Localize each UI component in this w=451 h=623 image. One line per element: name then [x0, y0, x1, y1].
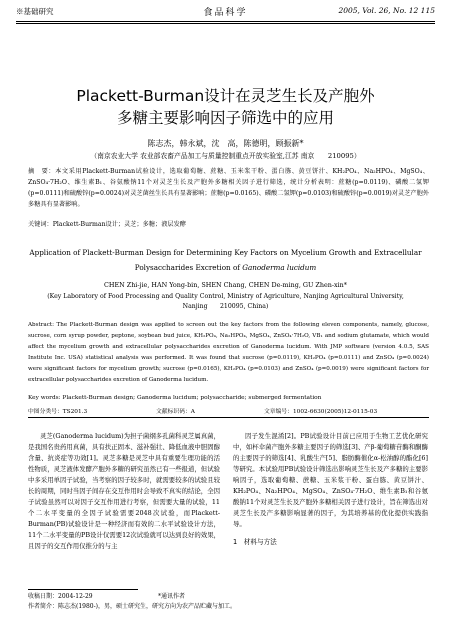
footnote-author: 作者简介：陈志杰(1980-)，男，硕士研究生，研究方向为农产品贮藏与加工。 [28, 603, 236, 610]
running-header [16, 6, 435, 20]
keywords-cn: 关键词：Plackett-Burman设计；灵芝；多糖；液层发酵 [28, 221, 186, 228]
document-code: 文献标识码：A [156, 409, 195, 415]
footnote-received [28, 591, 186, 600]
footnote-corresponding: *通讯作者 [158, 593, 186, 600]
title-en-line2 [10, 260, 441, 275]
affiliation-en-line1: (Key Laboratory of Food Processing and Quality Control, Ministry of Agriculture, Nanjing Agricultural University, [47, 293, 404, 300]
title-cn-line1: Plackett-Burman设计在灵芝生长及产胞外 [76, 87, 375, 105]
section-heading: 1 材料与方法 [233, 538, 277, 546]
body-column-left: 灵芝(Ganoderma lucidum)为担子菌纲多孔菌科灵芝属真菌，是我国名贵药用真菌，具有扶正固本、滋补强壮、降低血液中胆固醇含量、抗炎症等功效[1]。灵芝多糖是灵芝中具有重要生理功能的活性物质，灵芝液体发酵产胞外多糖的研究虽然已有一些报道，但试验中多采用单因子试验，当考察的因子较多时，就需要较多的试验且较长的周期，同时当因子间存在交互作用时会导致不真实的结论，全因子试验虽然可以对因子交互作用进行考察，但需要大量的试验，11个二水平变量的全因子试验需要2048次试验，而Plackett-Burman(PB)试验设计是一种经济而有效的二水平试验设计方法，11个二水平变量的PB设计仅需要12次试验就可以达到良好的效果，且因子的交互作用仅推分的与主 [28, 432, 220, 550]
header-rule [16, 21, 435, 22]
title-cn [10, 85, 441, 129]
title-en-species: Ganoderma lucidum [242, 263, 317, 272]
affiliation-en-line2: Nanjing 210095, China) [182, 303, 269, 310]
article-number: 文章编号：1002-6630(2005)12-0115-03 [264, 409, 378, 415]
header-section: ※基础研究 [16, 7, 54, 16]
abstract-en: Abstract: The Plackett-Burman design was applied to screen out the key factors from the following eleven components, namely, glucose, sucrose, corn syrup powder, peptone, soybean bud juice, KH₂PO₄, Na₂HPO₄, MgSO₄, ZnSO₄·7H₂O, VB₁ and sodium glutamate, which would affect the mycelium growth and extracellular polysaccharides excretion of Ganoderma lucidum. With JMP software (version 4.0.5, SAS Institute Inc. USA) statistical analysis was performed. It was found that sucrose (p=0.0119), KH₂PO₄ (p=0.0111) and ZnSO₄ (p=0.0024) were significant factors for mycelium growth; sucrose (p=0.0165), KH₂PO₄ (p=0.0103) and ZnSO₄ (p=0.0019) were significant factors for extracellular polysaccharides excretion of Ganoderma lucidum. [28, 322, 429, 383]
affiliation-cn: （南京农业大学 农业部农畜产品加工与质量控制重点开放实验室,江苏 南京 210095） [90, 152, 361, 160]
header-issue: 2005, Vol. 26, No. 12 115 [338, 6, 435, 15]
body-column-right: 因子发生混淆[2]。PB试验设计目前已应用于生物工艺优化研究中，如杯伞菌产胞外多糖主要因子的筛选[3]、产β-葡萄糖苷酶和酮酶的主要因子的筛选[4]、乳酸生产[5]、脂肪酶催化α-松油醇的酯化[6]等研究。本试验用PB试验设计筛选出影响灵芝生长及产多糖的主要影响因子，选取葡萄糖、蔗糖、玉米浆干粉、蛋白胨、黄豆饼汁、KH₂PO₄、Na₂HPO₄、MgSO₄、ZnSO₄·7H₂O、维生素B₁和谷氨酸钠11个对灵芝生长及产胞外多糖相关因子进行设计，旨在筛选出对灵芝生长及产多糖影响显著的因子，为其培养基的优化提供实践指导。 [233, 432, 428, 528]
authors-en: CHEN Zhi-jie, HAN Yong-bin, SHEN Chang, CHEN De-ming, GU Zhen-xin* [104, 281, 347, 289]
title-en-line2-text: Polysaccharides Excretion of [134, 263, 243, 272]
title-en [10, 245, 441, 275]
authors-cn: 陈志杰，韩永斌，沈 高，陈德明，顾振新* [147, 139, 304, 148]
footnote-rule [28, 589, 138, 590]
affiliation-en [12, 292, 439, 312]
clc-number: 中图分类号：TS201.3 [28, 409, 88, 415]
title-en-line1: Application of Plackett-Burman Design for Determining Key Factors on Mycelium Growth and Extracellular [29, 248, 422, 257]
abstract-rule [28, 417, 429, 418]
title-cn-line2: 多糖主要影响因子筛选中的应用 [116, 109, 334, 127]
header-journal: 食品科学 [203, 8, 248, 18]
abstract-cn: 摘 要：本文采用Plackett-Burman试验设计，选取葡萄糖、蔗糖、玉米浆干粉、蛋白胨、黄豆饼汁、KH₂PO₄、Na₂HPO₄、MgSO₄、ZnSO₄·7H₂O、维生素B₁、谷氨酸钠11个对灵芝生长及产胞外多糖相关因子进行筛选，统计分析表明：蔗糖(p=0.0119)、磷酸二氢钾(p=0.0111)和硫酸锌(p=0.0024)对灵芝菌丝生长具有显著影响；蔗糖(p=0.0165)、磷酸二氢钾(p=0.0103)和硫酸锌(p=0.0019)对灵芝产胞外多糖具有显著影响。 [28, 168, 429, 208]
keywords-en: Key words: Plackett-Burman design; Ganoderma lucidum; polysaccharide; submerged fermentation [28, 395, 322, 401]
footnote-received-date: 收稿日期：2004-12-29 [28, 593, 93, 600]
header-rule-2 [16, 23, 435, 24]
